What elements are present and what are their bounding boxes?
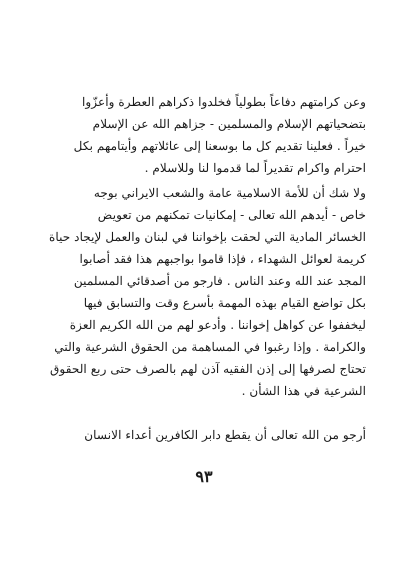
text-line: احترام واكرام تقديراً لما قدموا لنا وللاسلام . (144, 161, 366, 175)
text-line: كريمة لعوائل الشهداء ، فإذا قاموا بواجبهم هذا فقد أصابوا (79, 252, 366, 266)
paragraph-2 (46, 182, 366, 402)
paragraph-3 (46, 424, 366, 446)
text-line: ولا شك أن للأمة الاسلامية عامة والشعب الايراني بوجه (93, 186, 366, 200)
text-line: ليخففوا عن كواهل إخواننا . وأدعو لهم من الله الكريم العزة (69, 318, 366, 332)
text-line: خيراً . فعلينا تقديم كل ما بوسعنا إلى عائلاتهم وأيتامهم بكل (73, 139, 366, 153)
text-line: بكل تواضع القيام بهذه المهمة بأسرع وقت والتسابق فيها (83, 296, 366, 310)
text-line: أرجو من الله تعالى أن يقطع دابر الكافرين أعداء الانسان (84, 428, 366, 442)
text-line: وعن كرامتهم دفاعاً بطولياً فخلدوا ذكراهم العطرة وأعزّوا (81, 95, 366, 109)
text-line: الشرعية في هذا الشأن . (241, 384, 366, 398)
text-line: بتضحياتهم الإسلام والمسلمين - جزاهم الله عن الإسلام (92, 117, 366, 131)
page-number: ٩٣ (195, 467, 213, 486)
text-line: المجد عند الله وعند الناس . فارجو من أصدقائي المسلمين (73, 274, 366, 288)
text-line: والكرامة . وإذا رغبوا في المساهمة من الحقوق الشرعية والتي (54, 340, 366, 354)
text-line: خاص - أيدهم الله تعالى - إمكانيات تمكنهم من تعويض (97, 208, 366, 222)
text-line: تحتاج لصرفها إلى إذن الفقيه آذن لهم بالصرف حتى ربع الحقوق (49, 362, 366, 376)
text-line: الخسائر المادية التي لحقت بإخواننا في لبنان والعمل لإيجاد حياة (48, 230, 366, 244)
paragraph-1 (46, 91, 366, 179)
